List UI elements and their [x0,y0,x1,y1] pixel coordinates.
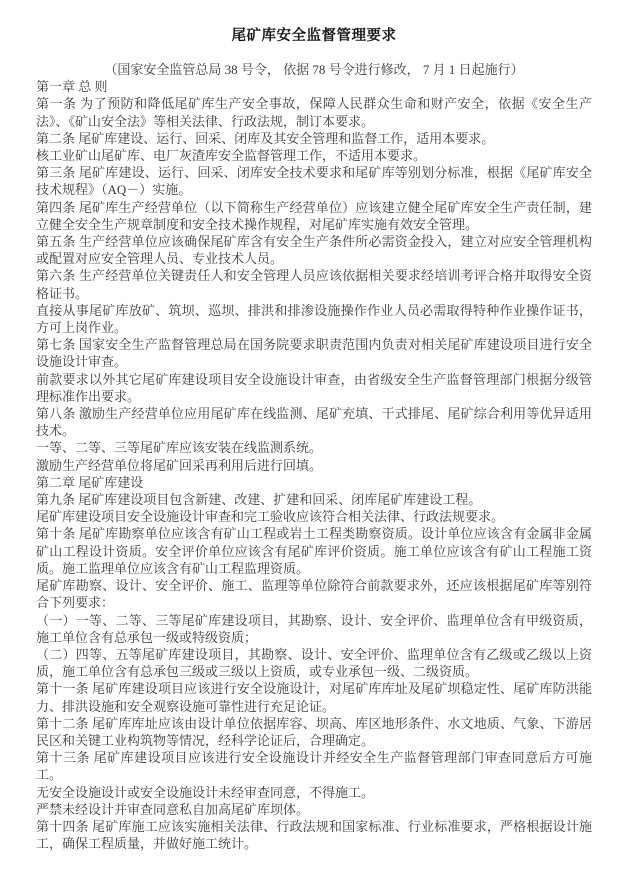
document-paragraph: 第十四条 尾矿库施工应该实施相关法律、行政法规和国家标准、行业标准要求，严格根据设计施工，确保工程质量，并做好施工统计。 [36,818,592,852]
document-subtitle: （国家安全监管总局 38 号令， 依据 78 号令进行修改， 7 月 1 日起施行） [104,62,524,77]
document-paragraph: 一等、二等、三等尾矿库应该安装在线监测系统。 [36,440,323,456]
document-paragraph: 第十条 尾矿库勘察单位应该含有矿山工程或岩土工程类勘察资质。设计单位应该含有金属非金属矿山工程设计资质。安全评价单位应该含有尾矿库评价资质。施工单位应该含有矿山工程施工资质。施工监理单位应该含有矿山工程监理资质。 [36,526,592,576]
document-paragraph: 第四条 尾矿库生产经营单位（以下简称生产经营单位）应该建立健全尾矿库安全生产责任制，建立健全安全生产规章制度和安全技术操作规程，对尾矿库实施有效安全管理。 [36,199,592,232]
document-paragraph: 第一条 为了预防和降低尾矿库生产安全事故，保障人民群众生命和财产安全，依据《安全生产法》、《矿山安全法》等相关法律、行政法规，制订本要求。 [36,96,592,129]
document-paragraph: 第八条 激励生产经营单位应用尾矿库在线监测、尾矿充填、干式排尾、尾矿综合利用等优异适用技术。 [36,406,592,439]
document-paragraph: 第二章 尾矿库建设 [36,474,144,490]
document-paragraph: 直接从事尾矿库放矿、筑坝、巡坝、排洪和排渗设施操作作业人员必需取得特种作业操作证书，方可上岗作业。 [36,302,592,336]
document-paragraph: （一）一等、二等、三等尾矿库建设项目，其勘察、设计、安全评价、监理单位含有甲级资质，施工单位含有总承包一级或特级资质； [36,612,592,645]
document-paragraph: 第九条 尾矿库建设项目包含新建、改建、扩建和回采、闭库尾矿库建设工程。 [36,492,482,508]
document-paragraph: 第三条 尾矿库建设、运行、回采、闭库安全技术要求和尾矿库等别划分标准，根据《尾矿库安全技术规程》（AQ－）实施。 [36,165,592,198]
document-paragraph: 尾矿库建设项目安全设施设计审查和完工验收应该符合相关法律、行政法规要求。 [36,509,505,525]
document-paragraph: 严禁未经设计并审查同意私自加高尾矿库坝体。 [36,801,310,817]
document-paragraph: 第六条 生产经营单位关键责任人和安全管理人员应该依据相关要求经培训考评合格并取得安全资格证书。 [36,268,592,301]
document-paragraph: 第五条 生产经营单位应该确保尾矿库含有安全生产条件所必需资金投入，建立对应安全管理机构或配置对应安全管理人员、专业技术人员。 [36,234,592,267]
document-paragraph: 无安全设施设计或安全设施设计未经审查同意，不得施工。 [36,784,375,800]
document-paragraph: 第二条 尾矿库建设、运行、回采、闭库及其安全管理和监督工作，适用本要求。 [36,130,495,146]
document-paragraph: 第十三条 尾矿库建设项目应该进行安全设施设计并经安全生产监督管理部门审查同意后方可施工。 [36,750,592,783]
document-paragraph: 第十一条 尾矿库建设项目应该进行安全设施设计，对尾矿库库址及尾矿坝稳定性、尾矿库防洪能力、排洪设施和安全观察设施可靠性进行充足论证。 [36,681,592,714]
document-paragraph: 前款要求以外其它尾矿库建设项目安全设施设计审查，由省级安全生产监督管理部门根据分级管理标准作出要求。 [36,371,592,404]
document-paragraph: 第一章 总 则 [36,79,108,95]
document-paragraph: 激励生产经营单位将尾矿回采再利用后进行回填。 [36,457,323,473]
document-paragraph: 尾矿库勘察、设计、安全评价、施工、监理等单位除符合前款要求外，还应该根据尾矿库等别符合下列要求： [36,578,592,611]
document-body [36,78,592,852]
document-paragraph: 第七条 国家安全生产监督管理总局在国务院要求职责范围内负责对相关尾矿库建设项目进行安全设施设计审查。 [36,337,592,370]
document-paragraph: 第十二条 尾矿库库址应该由设计单位依据库容、坝高、库区地形条件、水文地质、气象、下游居民区和关键工业构筑物等情况，经科学论证后，合理确定。 [36,715,592,748]
document-paragraph: 核工业矿山尾矿库、电厂灰渣库安全监督管理工作，不适用本要求。 [36,148,427,164]
document-paragraph: （二）四等、五等尾矿库建设项目，其勘察、设计、安全评价、监理单位含有乙级或乙级以上资质，施工单位含有总承包三级或三级以上资质，或专业承包一级、二级资质。 [36,646,592,680]
document-title: 尾矿库安全监督管理要求 [231,28,397,44]
